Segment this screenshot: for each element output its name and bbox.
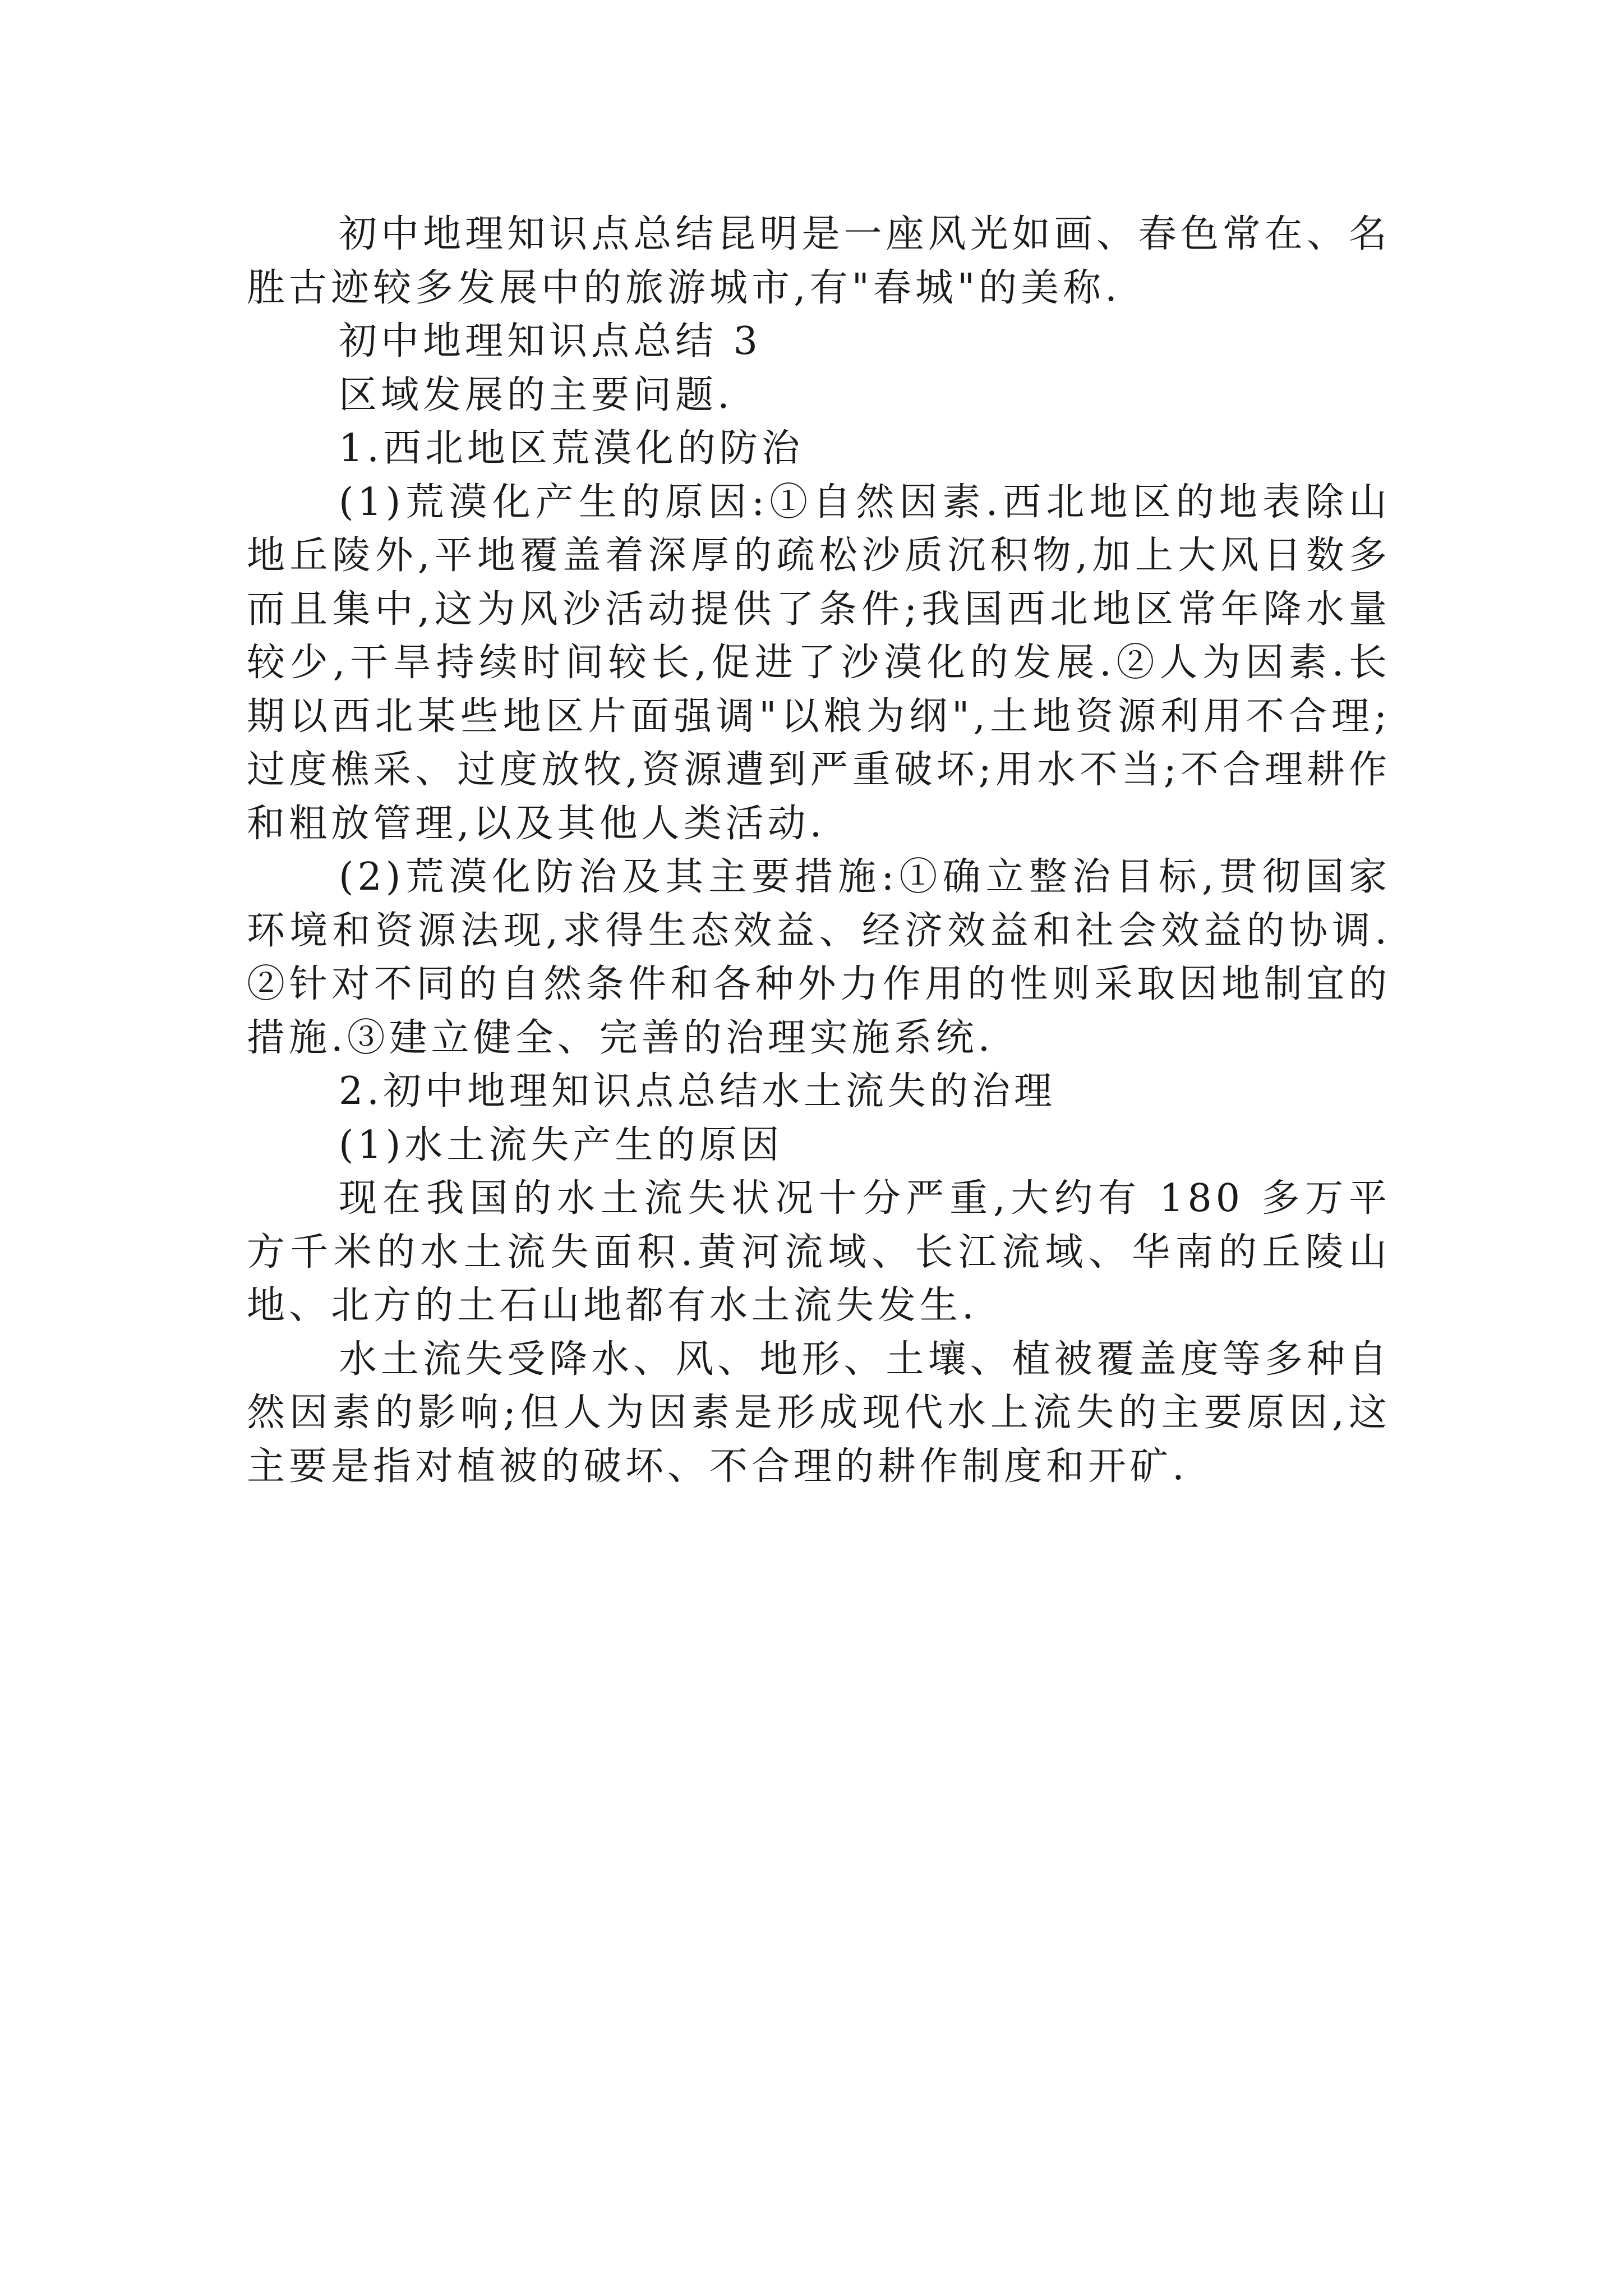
paragraph-desertification-causes: (1)荒漠化产生的原因:①自然因素.西北地区的地表除山地丘陵外,平地覆盖着深厚的疏松沙质沉积物,加上大风日数多而且集中,这为风沙活动提供了条件;我国西北地区常年降水量较少,干旱持续时间较长,促进了沙漠化的发展.②人为因素.长期以西北某些地区片面强调"以粮为纲",土地资源利用不合理;过度樵采、过度放牧,资源遭到严重破坏;用水不当;不合理耕作和粗放管理,以及其他人类活动. (247, 480, 1391, 846)
section-heading-summary-3: 初中地理知识点总结 3 (339, 319, 762, 364)
paragraph-desertification-measures: (2)荒漠化防治及其主要措施:①确立整治目标,贯彻国家环境和资源法现,求得生态效益、经济效益和社会效益的协调.②针对不同的自然条件和各种外力作用的性则采取因地制宜的措施.③建立健全、完善的治理实施系统. (247, 855, 1391, 1060)
paragraph-kunming-spring-city: 初中地理知识点总结昆明是一座风光如画、春色常在、名胜古迹较多发展中的旅游城市,有"春城"的美称. (247, 212, 1391, 310)
paragraph-regional-issues: 区域发展的主要问题. (339, 372, 734, 417)
paragraph-soil-erosion-factors: 水土流失受降水、风、地形、土壤、植被覆盖度等多种自然因素的影响;但人为因素是形成现代水上流失的主要原因,这主要是指对植被的破坏、不合理的耕作制度和开矿. (247, 1337, 1391, 1489)
paragraph-soil-erosion-status: 现在我国的水土流失状况十分严重,大约有 180 多万平方千米的水土流失面积.黄河流域、长江流域、华南的丘陵山地、北方的土石山地都有水土流失发生. (247, 1176, 1391, 1328)
document-body (247, 208, 1391, 1493)
heading-desertification-control: 1.西北地区荒漠化的防治 (339, 426, 804, 471)
heading-soil-erosion-causes: (1)水土流失产生的原因 (339, 1122, 783, 1167)
heading-soil-erosion-control: 2.初中地理知识点总结水土流失的治理 (339, 1069, 1056, 1114)
